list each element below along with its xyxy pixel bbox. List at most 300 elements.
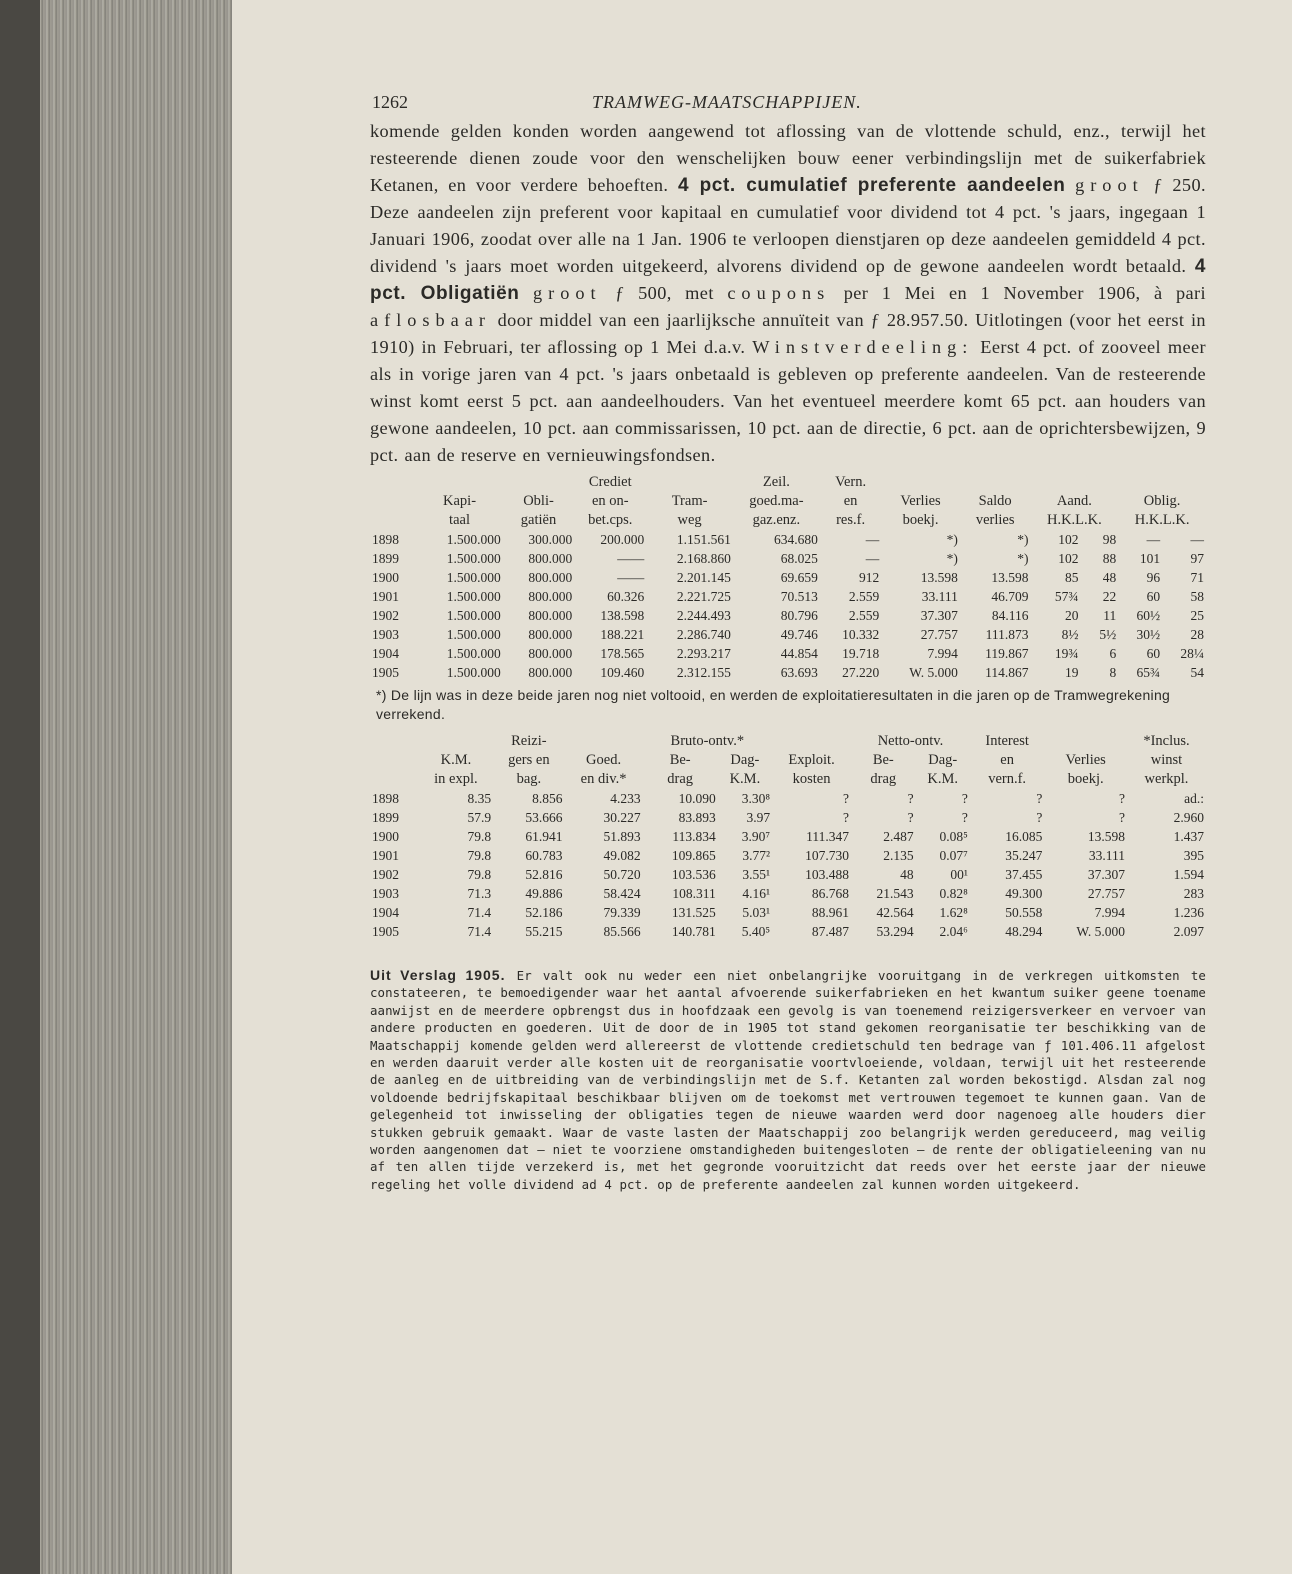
table-cell: 57.9 xyxy=(467,810,492,825)
col-header: Bruto-ontv.* xyxy=(670,733,745,749)
table-cell: 71 xyxy=(1190,570,1204,585)
table-row xyxy=(370,922,1206,941)
table-cell: 2.487 xyxy=(883,829,914,844)
table-cell: 65¾ xyxy=(1136,665,1161,680)
col-header: Aand. xyxy=(1056,493,1092,509)
table-cell: 3.90⁷ xyxy=(741,829,771,844)
table-cell: 44.854 xyxy=(780,646,818,661)
table-cell: 3.97 xyxy=(746,810,771,825)
heading-preferente: 4 pct. cumulatief preferente aandeelen xyxy=(677,175,1066,196)
table-cell: 1.500.000 xyxy=(446,627,501,642)
table-cell: 3.77² xyxy=(742,848,771,863)
col-header: K.M. xyxy=(440,752,472,768)
table-cell: 1898 xyxy=(372,532,399,547)
table-cell: 2.221.725 xyxy=(676,589,731,604)
table-cell: ? xyxy=(961,791,968,806)
table-cell: — xyxy=(1190,532,1204,547)
table-cell: 13.598 xyxy=(1087,829,1125,844)
table-cell: 11 xyxy=(1103,608,1117,623)
table-cell: ? xyxy=(1036,791,1043,806)
table-cell: *) xyxy=(1017,532,1029,547)
table-cell: 53.666 xyxy=(525,810,563,825)
table-cell: 4.16¹ xyxy=(742,886,771,901)
table-cell: 1.500.000 xyxy=(446,570,501,585)
table-cell: 140.781 xyxy=(671,924,716,939)
table-cell: 85.566 xyxy=(603,924,641,939)
table-cell: 5½ xyxy=(1099,627,1117,642)
table-cell: 1.236 xyxy=(1173,905,1204,920)
col-header: H.K.L.K. xyxy=(1046,512,1102,528)
table-cell: 20 xyxy=(1064,608,1079,623)
intro-text-10: Winstverdeeling: xyxy=(752,337,974,357)
table-cell: 49.300 xyxy=(1005,886,1043,901)
table-cell: 97 xyxy=(1190,551,1204,566)
col-header: Be- xyxy=(872,752,894,768)
col-header: werkpl. xyxy=(1144,771,1189,787)
table-cell: ? xyxy=(907,791,914,806)
table-cell: 86.768 xyxy=(811,886,850,901)
table-cell: 54 xyxy=(1190,665,1204,680)
table-cell: 0.07⁷ xyxy=(939,848,968,863)
intro-text-9: door middel van een jaarlijksche annuïteit van ƒ 28.957.50. Uitlotingen (voor het eerst in 1910) in Februari, ter aflossing op 1 Mei d.a.v. xyxy=(370,310,1206,357)
table-cell: 37.307 xyxy=(1087,867,1125,882)
table-cell: 103.536 xyxy=(671,867,716,882)
table-cell: 1.500.000 xyxy=(446,589,501,604)
table-cell: 10.332 xyxy=(842,627,880,642)
col-header: Vern. xyxy=(835,474,867,490)
table-cell: 37.455 xyxy=(1005,867,1043,882)
table-cell: 800.000 xyxy=(528,608,573,623)
table-cell: 119.867 xyxy=(985,646,1029,661)
col-header: Dag- xyxy=(928,752,958,768)
table-cell: 46.709 xyxy=(991,589,1029,604)
col-header: boekj. xyxy=(1067,771,1104,787)
table-cell: 28¼ xyxy=(1180,646,1204,661)
table-cell: 2.097 xyxy=(1173,924,1204,939)
table-cell: 103.488 xyxy=(805,867,850,882)
table-row xyxy=(370,568,1206,587)
col-header: res.f. xyxy=(836,512,866,528)
table-cell: 800.000 xyxy=(528,551,573,566)
table-cell: 1.500.000 xyxy=(446,665,501,680)
table-cell: 800.000 xyxy=(528,665,573,680)
table-cell: 19.718 xyxy=(842,646,880,661)
table-cell: 2.04⁶ xyxy=(939,924,968,939)
col-header: goed.ma- xyxy=(749,493,804,509)
table-cell: 2.559 xyxy=(848,589,880,604)
table-cell: 68.025 xyxy=(780,551,818,566)
footnote: *) De lijn was in deze beide jaren nog niet voltooid, en werden de exploitatieresultaten in die jaren op de Tramwegrekening verrekend. xyxy=(376,687,1171,722)
table-cell: 71.4 xyxy=(467,905,492,920)
table-cell: 50.720 xyxy=(603,867,641,882)
table-cell: 42.564 xyxy=(876,905,914,920)
table-cell: 0.08⁵ xyxy=(939,829,968,844)
table-cell: 1905 xyxy=(372,665,399,680)
col-header: Reizi- xyxy=(511,733,547,749)
table-cell: 1.500.000 xyxy=(446,551,501,566)
table-cell: 2.244.493 xyxy=(676,608,731,623)
table-cell: 33.111 xyxy=(1088,848,1125,863)
table-cell: 800.000 xyxy=(528,646,573,661)
table-cell: 188.221 xyxy=(600,627,645,642)
table-cell: 33.111 xyxy=(921,589,958,604)
table-cell: 395 xyxy=(1183,848,1204,863)
table-cell: 8.35 xyxy=(467,791,492,806)
table-cell: ? xyxy=(843,791,850,806)
table-cell: 79.8 xyxy=(467,829,492,844)
table-cell: 109.865 xyxy=(671,848,716,863)
table-cell: 16.085 xyxy=(1005,829,1043,844)
intro-text-6: coupons xyxy=(727,283,831,303)
table-cell: 69.659 xyxy=(780,570,818,585)
table-cell: 49.082 xyxy=(603,848,641,863)
col-header: verlies xyxy=(975,512,1015,528)
table-cell: 2.168.860 xyxy=(676,551,731,566)
table-cell: W. 5.000 xyxy=(1076,924,1125,939)
col-header: gers en xyxy=(508,752,550,768)
table-cell: 1900 xyxy=(372,829,399,844)
table-cell: 50.558 xyxy=(1005,905,1043,920)
col-header: bet.cps. xyxy=(588,512,633,528)
table-cell: 7.994 xyxy=(927,646,958,661)
table1-body xyxy=(370,530,1206,682)
table-row xyxy=(370,587,1206,606)
table-cell: 60 xyxy=(1146,589,1161,604)
intro-paragraph xyxy=(370,118,1206,469)
table-cell: 113.834 xyxy=(672,829,716,844)
table-cell: —— xyxy=(617,570,645,585)
table-cell: 00¹ xyxy=(950,867,968,882)
table-cell: 2.960 xyxy=(1173,810,1204,825)
table-cell: 52.186 xyxy=(525,905,563,920)
table-cell: 107.730 xyxy=(805,848,850,863)
table-cell: 2.559 xyxy=(848,608,880,623)
table-cell: 6 xyxy=(1109,646,1117,661)
table-cell: ad.: xyxy=(1184,791,1204,806)
table-cell: W. 5.000 xyxy=(909,665,958,680)
table1-header-row-1 xyxy=(370,473,1206,492)
col-header: Tram- xyxy=(671,493,708,509)
col-header: en xyxy=(1000,752,1014,768)
table-cell: 30½ xyxy=(1136,627,1161,642)
table-cell: 1901 xyxy=(372,589,399,604)
table-cell: 1901 xyxy=(372,848,399,863)
verslag-text: Er valt ook nu weder een niet onbelangrijke vooruitgang in de verkregen uitkomsten te constateeren, te bemoedigender waar het aantal afvoerende suikerfabrieken en het kwantum suiker geene toename aanwijst en de meerdere opbrengst dus in hoofdzaak een gevolg is van toenemend reizigersverkeer en vervoer van andere producten en goederen. Uit de door de in 1905 tot stand gekomen reorganisatie ter beschikking van de Maatschappij komende gelden werd allereerst de vlottende credietschuld ten bedrage van ƒ 101.406.11 afgelost en werden daaruit verder alle kosten uit de reorganisatie voortvloeiende, voldaan, terwijl uit het resteerende de aanleg en de uitbreiding van de verbindingslijn met de S.f. Ketanten zal worden bekostigd. Alsdan zal nog voldoende bedrijfskapitaal beschikbaar blijven om de toekomst met vertrouwen tegemoet te kunnen gaan. Van de gelegenheid tot inwisseling der obligaties tegen de nieuwe waarden werd door nagenoeg alle houders dier stukken gebruik gemaakt. Waar de vaste lasten der Maatschappij zoo belangrijk werden gereduceerd, mag veilig worden aangenomen dat — niet te voorziene omstandigheden buitengesloten — de rente der obligatieleening van nu af ten allen tijde verzekerd is, met het gegronde vooruitzicht dat reeds over het eerste jaar der nieuwe regeling het volle dividend ad 4 pct. op de preferente aandeelen zal kunnen worden uitgekeerd. xyxy=(370,968,1206,1192)
verslag-paragraph xyxy=(370,967,1206,1193)
table-row xyxy=(370,865,1206,884)
table-cell: 1900 xyxy=(372,570,399,585)
table-row xyxy=(370,846,1206,865)
col-header: Verlies xyxy=(1065,752,1106,768)
table-cell: 27.220 xyxy=(842,665,880,680)
table-cell: 27.757 xyxy=(920,627,958,642)
table-cell: 102 xyxy=(1058,551,1079,566)
table-cell: 8 xyxy=(1109,665,1117,680)
col-header: drag xyxy=(870,771,897,787)
col-header: vern.f. xyxy=(988,771,1027,787)
table2-header-row-3 xyxy=(370,770,1206,789)
table-cell: 8½ xyxy=(1061,627,1079,642)
table-cell: 57¾ xyxy=(1054,589,1079,604)
verslag-heading: Uit Verslag 1905. xyxy=(370,967,506,983)
table-cell: 800.000 xyxy=(528,589,573,604)
table-row xyxy=(370,789,1206,808)
table-cell: 48 xyxy=(1102,570,1117,585)
table2-header-row-2 xyxy=(370,751,1206,770)
col-header: kosten xyxy=(792,771,831,787)
table-cell: 109.460 xyxy=(600,665,645,680)
table-cell: 60 xyxy=(1146,646,1161,661)
table-cell: 27.757 xyxy=(1087,886,1125,901)
table-cell: 96 xyxy=(1146,570,1161,585)
table-cell: 48.294 xyxy=(1005,924,1043,939)
table-cell: 53.294 xyxy=(876,924,914,939)
col-header: Dag- xyxy=(730,752,760,768)
table-cell: 55.215 xyxy=(525,924,563,939)
table-cell: 48 xyxy=(900,867,914,882)
intro-text-8: aflosbaar xyxy=(370,310,491,330)
table-cell: 1.594 xyxy=(1173,867,1204,882)
table-cell: 30.227 xyxy=(603,810,641,825)
table-cell: 58 xyxy=(1190,589,1204,604)
intro-text-1: komende gelden konden worden aangewend tot aflossing van de vlottende schuld, enz., terwijl het resteerende dienen zoude voor den wenschelijken bouw eener verbindingslijn met de suikerfabriek Ketanen, en voor verdere behoeften. xyxy=(370,121,1206,195)
col-header: Be- xyxy=(669,752,691,768)
table-cell: 300.000 xyxy=(528,532,573,547)
col-header: Verlies xyxy=(900,493,941,509)
col-header: Saldo xyxy=(978,493,1012,509)
table-row xyxy=(370,663,1206,682)
col-header: drag xyxy=(667,771,694,787)
table-row xyxy=(370,530,1206,549)
table-row xyxy=(370,549,1206,568)
table-cell: — xyxy=(865,532,880,547)
table-cell: 1904 xyxy=(372,905,399,920)
table-cell: 1.500.000 xyxy=(446,532,501,547)
table-row xyxy=(370,625,1206,644)
table-cell: 2.286.740 xyxy=(676,627,731,642)
table-cell: 1902 xyxy=(372,867,399,882)
col-header: en xyxy=(843,493,858,509)
table-cell: 60.783 xyxy=(525,848,563,863)
table-cell: 2.312.155 xyxy=(676,665,731,680)
table-cell: 1903 xyxy=(372,886,399,901)
table-cell: 7.994 xyxy=(1094,905,1125,920)
table-cell: 88.961 xyxy=(811,905,850,920)
table-cell: 102 xyxy=(1058,532,1079,547)
table-cell: 2.201.145 xyxy=(676,570,731,585)
table-cell: 21.543 xyxy=(876,886,914,901)
table-cell: 19¾ xyxy=(1054,646,1079,661)
col-header: Obli- xyxy=(523,493,554,509)
table-cell: ? xyxy=(1118,791,1125,806)
table-cell: ? xyxy=(961,810,968,825)
col-header: Zeil. xyxy=(762,474,790,490)
table-cell: — xyxy=(865,551,880,566)
table-cell: — xyxy=(1146,532,1161,547)
table-cell: ? xyxy=(907,810,914,825)
table-cell: 1899 xyxy=(372,551,399,566)
col-header: winst xyxy=(1150,752,1183,768)
col-header: Netto-ontv. xyxy=(877,733,944,749)
running-title: TRAMWEG-MAATSCHAPPIJEN. xyxy=(592,92,862,112)
table-cell: 71.4 xyxy=(467,924,492,939)
table-cell: 108.311 xyxy=(672,886,716,901)
table-row xyxy=(370,808,1206,827)
heading-obligatien: 4 pct. Obligatiën xyxy=(370,256,1206,304)
col-header: K.M. xyxy=(729,771,761,787)
table1-header-row-3 xyxy=(370,511,1206,530)
table-cell: 4.233 xyxy=(610,791,641,806)
table-cell: 85 xyxy=(1064,570,1079,585)
table-cell: ? xyxy=(843,810,850,825)
table-cell: 84.116 xyxy=(991,608,1029,623)
col-header: Goed. xyxy=(586,752,622,768)
table-cell: 1.500.000 xyxy=(446,646,501,661)
table-cell: ? xyxy=(1036,810,1043,825)
table-row xyxy=(370,644,1206,663)
table-cell: 19 xyxy=(1064,665,1079,680)
intro-text-11: Eerst 4 pct. of zooveel meer als in vorige jaren van 4 pct. 's jaars onbetaald is gebleven op preferente aandeelen. Van de resteerende winst komt eerst 5 pct. aan aandeelhouders. Van het eventueel meerdere komt 65 pct. aan houders van gewone aandeelen, 10 pct. aan commissarissen, 10 pct. aan de directie, 6 pct. aan de oprichtersbewijzen, 9 pct. aan de reserve en vernieuwingsfondsen. xyxy=(370,337,1206,465)
col-header: *Inclus. xyxy=(1143,733,1190,749)
book-spine-edge xyxy=(0,0,232,1574)
intro-text-4: groot xyxy=(532,283,602,303)
table-cell: 2.293.217 xyxy=(676,646,731,661)
table-cell: 178.565 xyxy=(600,646,645,661)
table-cell: 0.82⁸ xyxy=(939,886,968,901)
book-spine-shadow xyxy=(0,0,40,1574)
col-header: weg xyxy=(677,512,702,528)
table-cell: ? xyxy=(1118,810,1125,825)
table-cell: 131.525 xyxy=(671,905,716,920)
table-cell: 5.03¹ xyxy=(742,905,771,920)
table2-header-row-1 xyxy=(370,732,1206,751)
table-cell: 58.424 xyxy=(603,886,641,901)
financial-table-1 xyxy=(370,473,1206,682)
table-cell: 912 xyxy=(859,570,880,585)
col-header: taal xyxy=(449,512,470,528)
col-header: boekj. xyxy=(902,512,939,528)
table-cell: 114.867 xyxy=(985,665,1029,680)
page-number: 1262 xyxy=(372,92,408,112)
table-row xyxy=(370,606,1206,625)
table-cell: 52.816 xyxy=(525,867,563,882)
col-header: gatiën xyxy=(520,512,557,528)
table-cell: 71.3 xyxy=(467,886,492,901)
table-cell: 70.513 xyxy=(780,589,818,604)
table-cell: 1905 xyxy=(372,924,399,939)
table-row xyxy=(370,903,1206,922)
page-header xyxy=(370,78,1206,118)
table-cell: 60.326 xyxy=(607,589,645,604)
col-header: Interest xyxy=(985,733,1029,749)
table-cell: 60½ xyxy=(1136,608,1161,623)
table-cell: 111.873 xyxy=(985,627,1029,642)
table-cell: 49.886 xyxy=(525,886,563,901)
table-cell: 28 xyxy=(1190,627,1204,642)
table-cell: 88 xyxy=(1102,551,1117,566)
table-cell: 51.893 xyxy=(603,829,641,844)
table-cell: 101 xyxy=(1139,551,1161,566)
financial-table-2 xyxy=(370,732,1206,941)
col-header: in expl. xyxy=(434,771,478,787)
col-header: en div.* xyxy=(580,771,627,787)
table-cell: 634.680 xyxy=(774,532,818,547)
table-cell: 25 xyxy=(1190,608,1204,623)
table-cell: 283 xyxy=(1183,886,1204,901)
table-cell: 5.40⁵ xyxy=(741,924,771,939)
col-header: Crediet xyxy=(588,474,632,490)
intro-text-7: per 1 Mei en 1 November 1906, à pari xyxy=(843,283,1207,303)
table-cell: 800.000 xyxy=(528,627,573,642)
table-cell: 1902 xyxy=(372,608,399,623)
table-cell: 83.893 xyxy=(678,810,716,825)
table-cell: 22 xyxy=(1102,589,1117,604)
col-header: Kapi- xyxy=(443,493,477,509)
table-cell: 1.62⁸ xyxy=(939,905,968,920)
intro-text-5: ƒ 500, met xyxy=(615,283,714,303)
table-cell: 10.090 xyxy=(678,791,716,806)
table-cell: 79.8 xyxy=(467,848,492,863)
intro-text-3: ƒ 250. Deze aandeelen zijn preferent voor kapitaal en cumulatief voor dividend tot 4 pct. 's jaars, ingegaan 1 Januari 1906, zoodat over alle na 1 Jan. 1906 te verloopen dienstjaren op deze aandeelen gemiddeld 4 pct. dividend 's jaars moet worden uitgekeerd, alvorens dividend op de gewone aandeelen wordt betaald. xyxy=(370,175,1206,276)
col-header: H.K.L.K. xyxy=(1134,512,1190,528)
table1-header-row-2 xyxy=(370,492,1206,511)
table-cell: 79.8 xyxy=(467,867,492,882)
table-cell: 111.347 xyxy=(806,829,850,844)
table-cell: 79.339 xyxy=(603,905,641,920)
table-cell: 1898 xyxy=(372,791,399,806)
table-cell: 98 xyxy=(1102,532,1117,547)
table-cell: 2.135 xyxy=(883,848,914,863)
col-header: gaz.enz. xyxy=(752,512,801,528)
table-cell: 1904 xyxy=(372,646,399,661)
table-cell: 800.000 xyxy=(528,570,573,585)
table-cell: 1.500.000 xyxy=(446,608,501,623)
table-cell: 61.941 xyxy=(525,829,563,844)
table-cell: 1903 xyxy=(372,627,399,642)
page-content xyxy=(370,78,1206,1193)
table-cell: 80.796 xyxy=(780,608,818,623)
table-row xyxy=(370,827,1206,846)
table-cell: 13.598 xyxy=(991,570,1029,585)
col-header: K.M. xyxy=(927,771,959,787)
table-cell: 13.598 xyxy=(920,570,958,585)
table-cell: —— xyxy=(617,551,645,566)
col-header: bag. xyxy=(516,771,542,787)
table-cell: 63.693 xyxy=(780,665,818,680)
table-cell: 8.856 xyxy=(532,791,563,806)
table-cell: *) xyxy=(1017,551,1029,566)
table-cell: *) xyxy=(946,551,958,566)
table2-body xyxy=(370,789,1206,941)
table-cell: 3.55¹ xyxy=(742,867,771,882)
intro-text-2: groot xyxy=(1075,175,1144,195)
table-cell: 37.307 xyxy=(920,608,958,623)
col-header: Exploit. xyxy=(788,752,835,768)
col-header: Oblig. xyxy=(1143,493,1181,509)
table-cell: 87.487 xyxy=(811,924,850,939)
table-cell: 3.30⁸ xyxy=(741,791,771,806)
table-cell: *) xyxy=(946,532,958,547)
table-cell: 35.247 xyxy=(1005,848,1043,863)
table-cell: 49.746 xyxy=(780,627,818,642)
table-cell: 1.151.561 xyxy=(676,532,731,547)
table-cell: 1899 xyxy=(372,810,399,825)
col-header: en on- xyxy=(591,493,629,509)
table-cell: 138.598 xyxy=(600,608,645,623)
table-row xyxy=(370,884,1206,903)
table-cell: 1.437 xyxy=(1173,829,1204,844)
table-cell: 200.000 xyxy=(600,532,645,547)
